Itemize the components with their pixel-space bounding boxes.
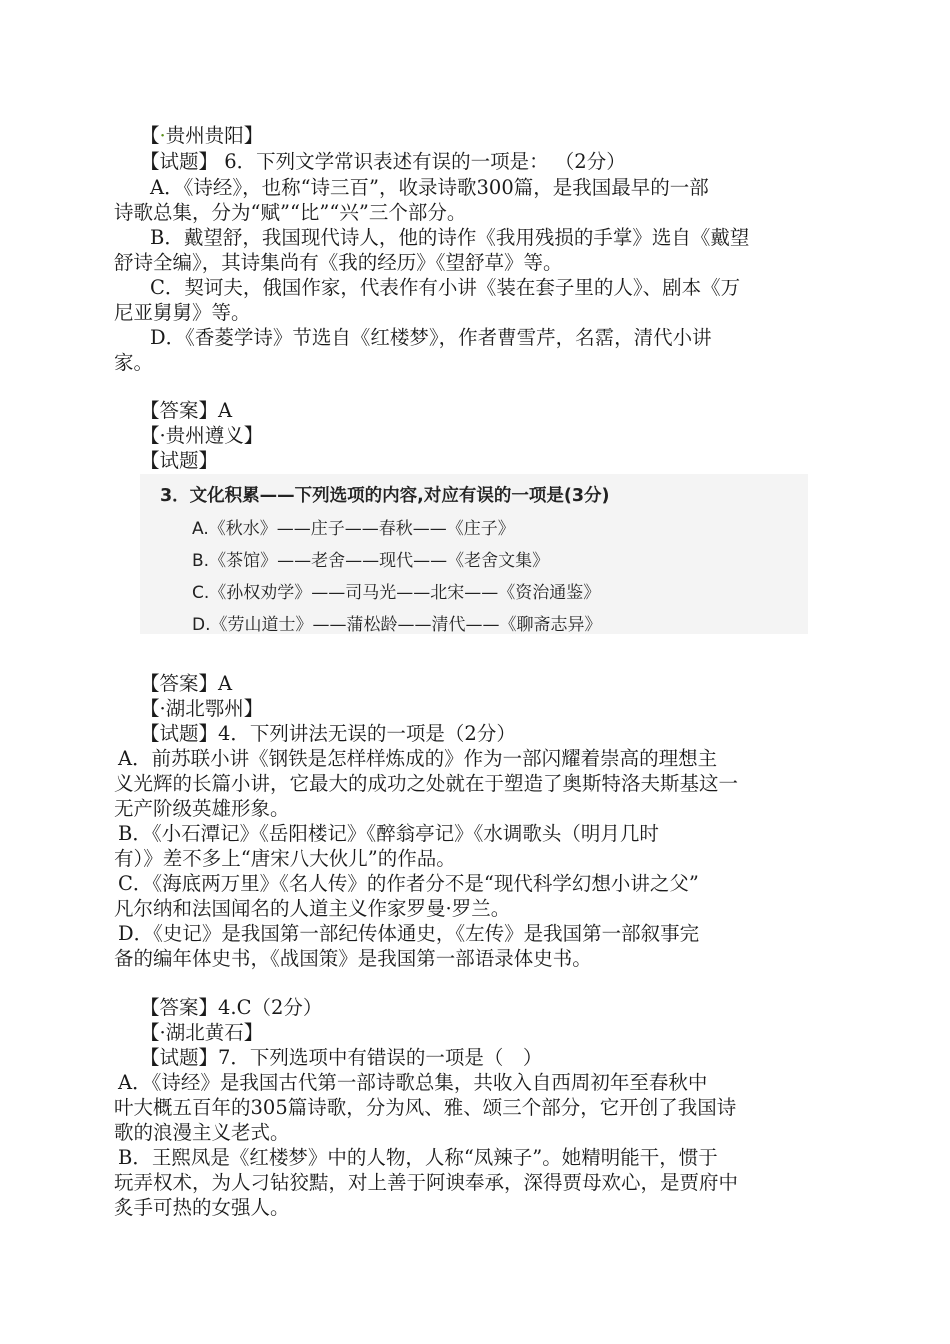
q7-option-b-line1: B．王熙凤是《红楼梦》中的人物，人称“凤辣子”。她精明能干，惯于 — [118, 1146, 718, 1169]
question-label-zunyi: 【试题】 — [140, 449, 219, 472]
embedded-question-image — [140, 474, 808, 634]
q4-option-a-line3: 无产阶级英雄形象。 — [114, 797, 290, 820]
region-heading-zunyi: 【·贵州遵义】 — [140, 424, 264, 447]
q4-option-b-line1: B．《小石潭记》《岳阳楼记》《醉翁亭记》《水调歌头（明月几时 — [118, 822, 659, 845]
q4-option-b-line2: 有）》差不多上“唐宋八大伙儿”的作品。 — [114, 847, 456, 870]
region-heading-guiyang: 【·贵州贵阳】 — [140, 124, 264, 147]
q4-option-d-line2: 备的编年体史书，《战国策》是我国第一部语录体史书。 — [114, 947, 592, 970]
question-7: 【试题】7．下列选项中有错误的一项是（ ） — [140, 1046, 543, 1069]
option-d-line1: D．《香菱学诗》节选自《红楼梦》，作者曹雪芹，名霑，清代小讲 — [150, 326, 712, 349]
region-heading-ezhou: 【·湖北鄂州】 — [140, 697, 264, 720]
q7-option-a-line2: 叶大概五百年的305篇诗歌，分为风、雅、颂三个部分，它开创了我国诗 — [114, 1096, 737, 1119]
region-heading-huangshi: 【·湖北黄石】 — [140, 1021, 264, 1044]
embedded-question-title: 3．文化积累——下列选项的内容,对应有误的一项是(3分) — [160, 486, 610, 506]
embedded-option-d: D.《劳山道士》——蒲松龄——清代——《聊斋志异》 — [192, 615, 602, 635]
answer-guiyang: 【答案】A — [140, 399, 233, 422]
answer-zunyi: 【答案】A — [140, 672, 233, 695]
answer-ezhou: 【答案】4.C（2分） — [140, 996, 323, 1019]
option-b-line2: 舒诗全编》，其诗集尚有《我的经历》《望舒草》等。 — [114, 251, 563, 274]
option-b-line1: B．戴望舒，我国现代诗人，他的诗作《我用残损的手掌》选自《戴望 — [150, 226, 750, 249]
embedded-option-c: C.《孙权劝学》——司马光——北宋——《资治通鉴》 — [192, 583, 601, 603]
option-d-line2: 家。 — [114, 351, 154, 374]
option-a-line1: A．《诗经》，也称“诗三百”，收录诗歌300篇，是我国最早的一部 — [150, 176, 709, 199]
embedded-option-b: B.《茶馆》——老舍——现代——《老舍文集》 — [192, 551, 550, 571]
question-4: 【试题】4．下列讲法无误的一项是（2分） — [140, 722, 516, 745]
option-a-line2: 诗歌总集，分为“赋”“比”“兴”三个部分。 — [114, 201, 467, 224]
option-c-line2: 尼亚舅舅》等。 — [114, 301, 251, 324]
q7-option-b-line3: 炙手可热的女强人。 — [114, 1196, 290, 1219]
q4-option-a-line2: 义光辉的长篇小讲，它最大的成功之处就在于塑造了奥斯特洛夫斯基这一 — [114, 772, 739, 795]
q7-option-b-line2: 玩弄权术，为人刁钻狡黠，对上善于阿谀奉承，深得贾母欢心，是贾府中 — [114, 1171, 739, 1194]
q4-option-c-line1: C．《海底两万里》《名人传》的作者分不是“现代科学幻想小讲之父” — [118, 872, 699, 895]
q7-option-a-line1: A．《诗经》是我国古代第一部诗歌总集，共收入自西周初年至春秋中 — [118, 1071, 708, 1094]
q4-option-c-line2: 凡尔纳和法国闻名的人道主义作家罗曼·罗兰。 — [114, 897, 511, 920]
embedded-option-a: A.《秋水》——庄子——春秋——《庄子》 — [192, 519, 515, 539]
q4-option-d-line1: D．《史记》是我国第一部纪传体通史，《左传》是我国第一部叙事完 — [118, 922, 700, 945]
q4-option-a-line1: A．前苏联小讲《钢铁是怎样样炼成的》作为一部闪耀着崇高的理想主 — [118, 747, 718, 770]
q7-option-a-line3: 歌的浪漫主义老式。 — [114, 1121, 290, 1144]
option-c-line1: C．契诃夫，俄国作家，代表作有小讲《装在套子里的人》、剧本《万 — [150, 276, 741, 299]
question-6: 【试题】 6．下列文学常识表述有误的一项是： （2分） — [140, 150, 626, 173]
